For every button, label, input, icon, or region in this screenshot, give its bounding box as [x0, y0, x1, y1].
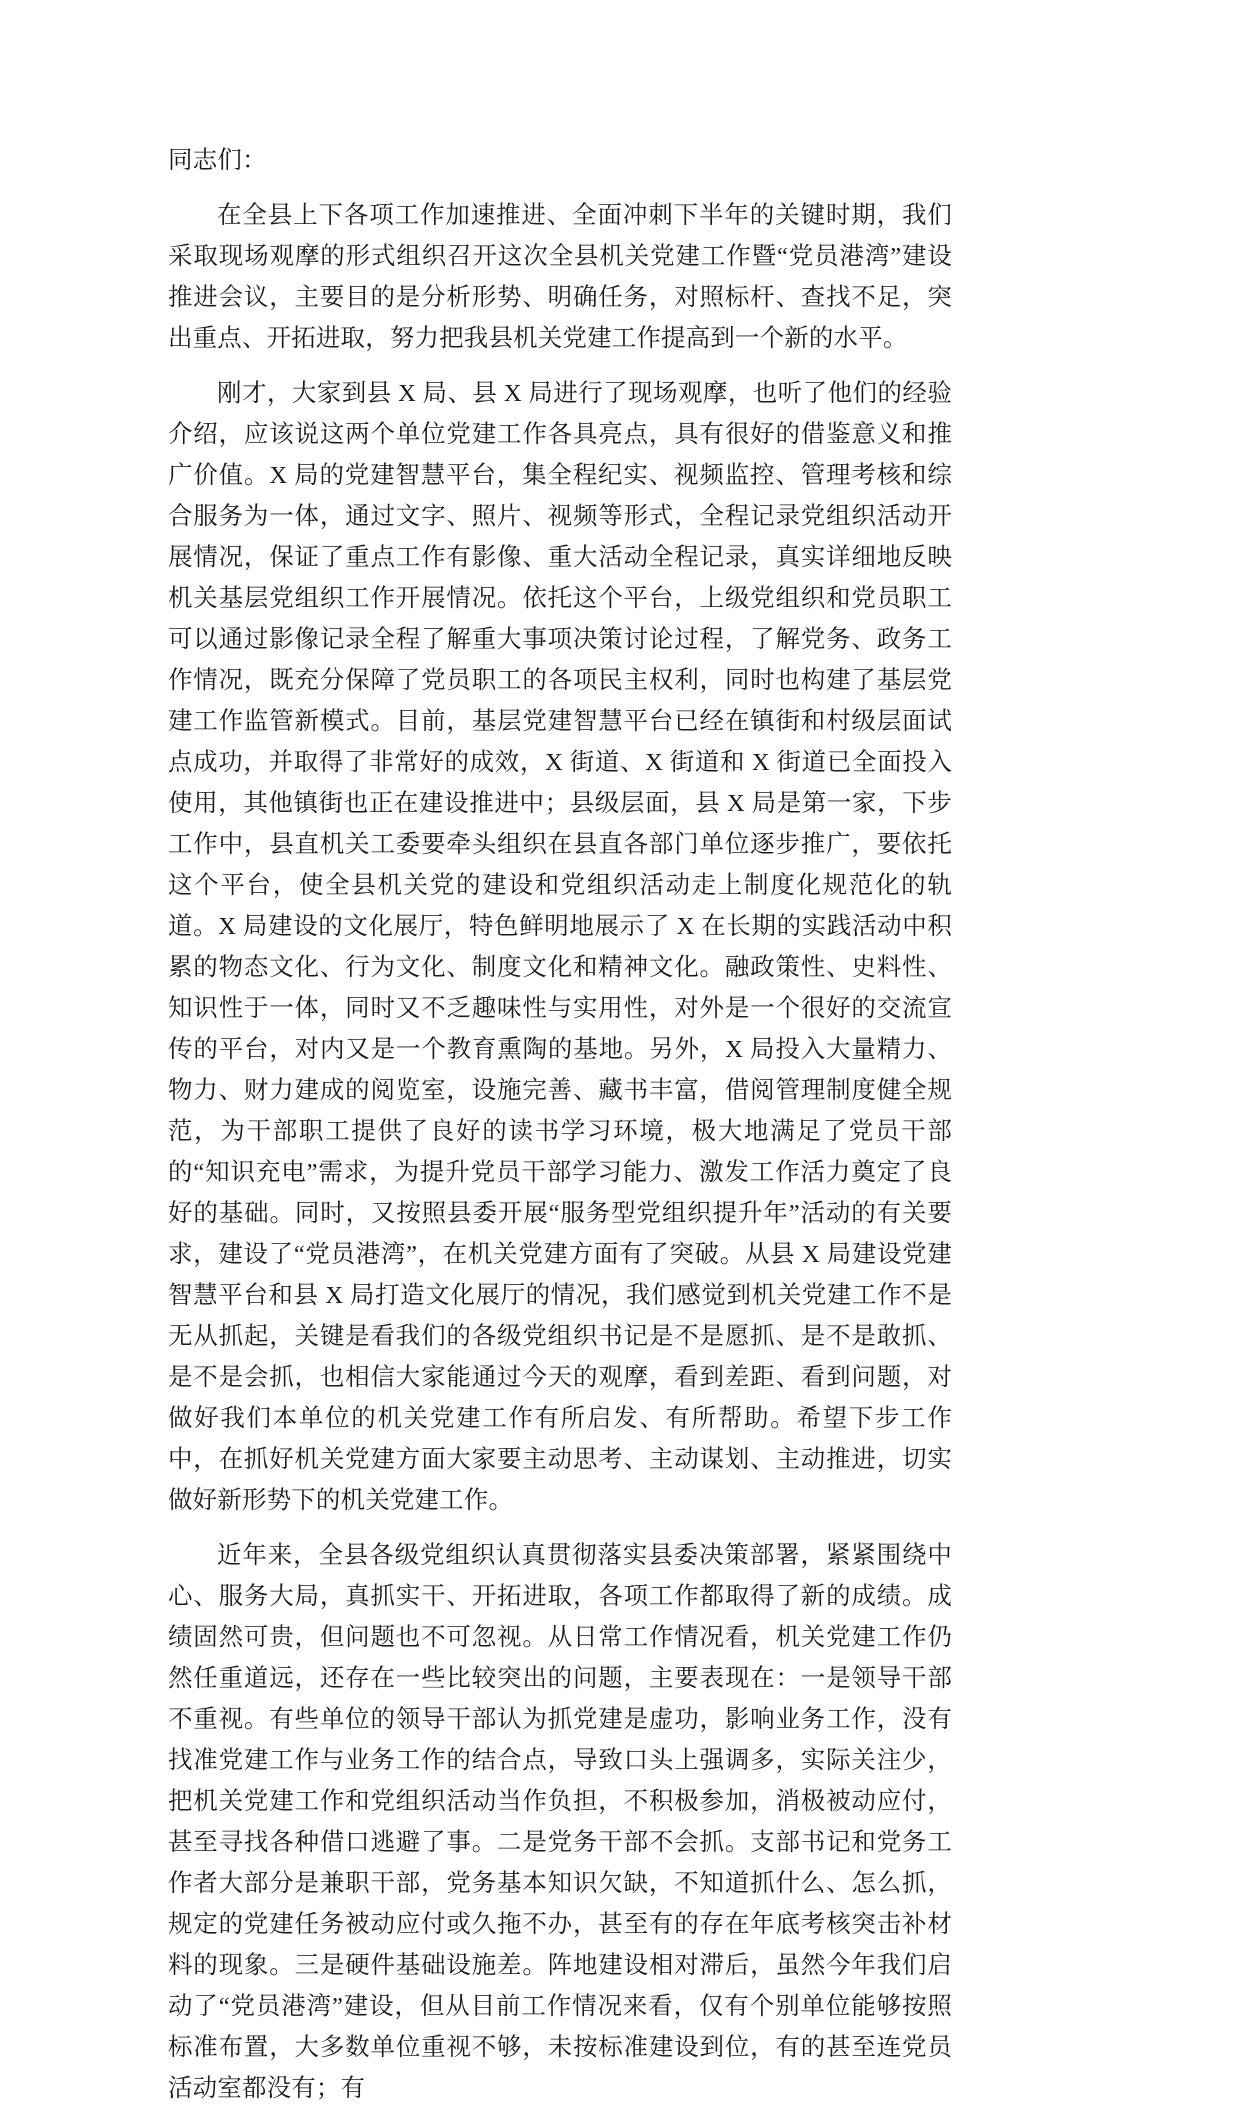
salutation: 同志们： [168, 147, 267, 174]
paragraph-1: 在全县上下各项工作加速推进、全面冲刺下半年的关键时期，我们采取现场观摩的形式组织召开这次全县机关党建工作暨“党员港湾”建设推进会议，主要目的是分析形势、明确任务，对照标杆、查找不足，突出重点、开拓进取，努力把我县机关党建工作提高到一个新的水平。 [168, 202, 952, 352]
document-body [168, 140, 952, 2109]
paragraph-3: 近年来，全县各级党组织认真贯彻落实县委决策部署，紧紧围绕中心、服务大局，真抓实干、开拓进取，各项工作都取得了新的成绩。成绩固然可贵，但问题也不可忽视。从日常工作情况看，机关党建工作仍然任重道远，还存在一些比较突出的问题，主要表现在：一是领导干部不重视。有些单位的领导干部认为抓党建是虚功，影响业务工作，没有找准党建工作与业务工作的结合点，导致口头上强调多，实际关注少，把机关党建工作和党组织活动当作负担，不积极参加，消极被动应付，甚至寻找各种借口逃避了事。二是党务干部不会抓。支部书记和党务工作者大部分是兼职干部，党务基本知识欠缺，不知道抓什么、怎么抓，规定的党建任务被动应付或久拖不办，甚至有的存在年底考核突击补材料的现象。三是硬件基础设施差。阵地建设相对滞后，虽然今年我们启动了“党员港湾”建设，但从目前工作情况来看，仅有个别单位能够按照标准布置，大多数单位重视不够，未按标准建设到位，有的甚至连党员活动室都没有；有 [168, 1542, 952, 2102]
paragraph-2: 刚才，大家到县 X 局、县 X 局进行了现场观摩，也听了他们的经验介绍，应该说这两个单位党建工作各具亮点，具有很好的借鉴意义和推广价值。X 局的党建智慧平台，集全程纪实、视频监控、管理考核和综合服务为一体，通过文字、照片、视频等形式，全程记录党组织活动开展情况，保证了重点工作有影像、重大活动全程记录，真实详细地反映机关基层党组织工作开展情况。依托这个平台，上级党组织和党员职工可以通过影像记录全程了解重大事项决策讨论过程，了解党务、政务工作情况，既充分保障了党员职工的各项民主权利，同时也构建了基层党建工作监管新模式。目前，基层党建智慧平台已经在镇街和村级层面试点成功，并取得了非常好的成效，X 街道、X 街道和 X 街道已全面投入使用，其他镇街也正在建设推进中；县级层面，县 X 局是第一家，下步工作中，县直机关工委要牵头组织在县直各部门单位逐步推广，要依托这个平台，使全县机关党的建设和党组织活动走上制度化规范化的轨道。X 局建设的文化展厅，特色鲜明地展示了 X 在长期的实践活动中积累的物态文化、行为文化、制度文化和精神文化。融政策性、史料性、知识性于一体，同时又不乏趣味性与实用性，对外是一个很好的交流宣传的平台，对内又是一个教育熏陶的基地。另外，X 局投入大量精力、物力、财力建成的阅览室，设施完善、藏书丰富，借阅管理制度健全规范，为干部职工提供了良好的读书学习环境，极大地满足了党员干部的“知识充电”需求，为提升党员干部学习能力、激发工作活力奠定了良好的基础。同时，又按照县委开展“服务型党组织提升年”活动的有关要求，建设了“党员港湾”，在机关党建方面有了突破。从县 X 局建设党建智慧平台和县 X 局打造文化展厅的情况，我们感觉到机关党建工作不是无从抓起，关键是看我们的各级党组织书记是不是愿抓、是不是敢抓、是不是会抓，也相信大家能通过今天的观摩，看到差距、看到问题，对做好我们本单位的机关党建工作有所启发、有所帮助。希望下步工作中，在抓好机关党建方面大家要主动思考、主动谋划、主动推进，切实做好新形势下的机关党建工作。 [168, 380, 952, 1514]
